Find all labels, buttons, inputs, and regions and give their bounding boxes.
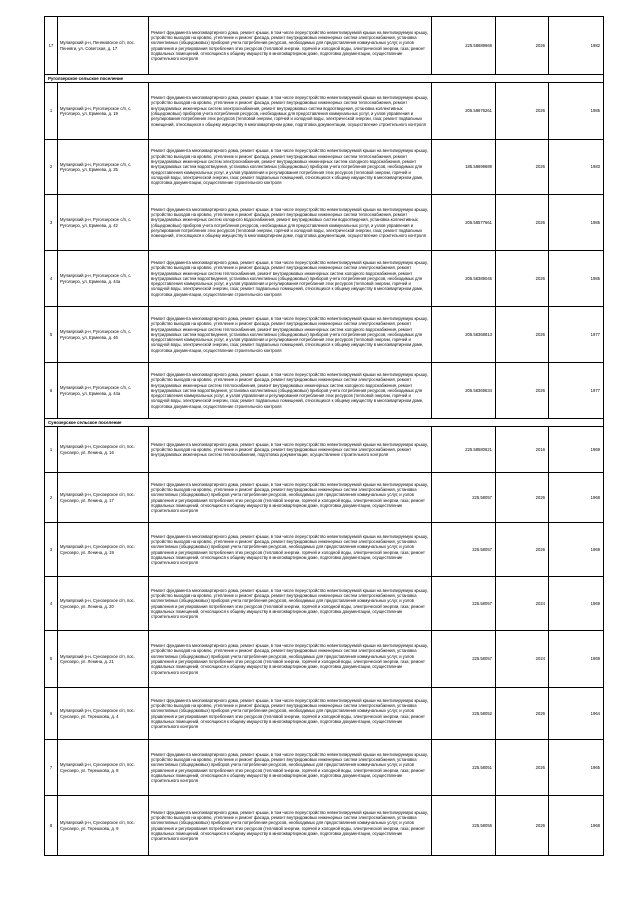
registry-number-cell: 225.58057: [432, 577, 496, 631]
repair-year-cell: 2026: [496, 523, 549, 577]
row-number-cell: 4: [45, 251, 58, 307]
repair-year-cell: 2026: [496, 251, 549, 307]
repair-year-cell: 2026: [496, 140, 549, 195]
row-number-cell: 1: [45, 427, 58, 473]
table-body: [45, 17, 604, 856]
address-cell: Мулаярский р-н, Руголзерское с/п, с. Руголзеро, ул. Ермеева, д. 46: [58, 307, 149, 363]
registry-number-cell: 205.58369634: [432, 363, 496, 419]
row-number-cell: 2: [45, 473, 58, 523]
registry-number-cell: 205.58676261: [432, 83, 496, 140]
build-year-cell: 1969: [549, 577, 604, 631]
registry-number-cell: 225.58051: [432, 740, 496, 796]
row-number-cell: 3: [45, 195, 58, 251]
build-year-cell: 1968: [549, 796, 604, 856]
row-number-cell: 1: [45, 83, 58, 140]
works-description-cell: Ремонт фундамента многоквартирного дома, ремонт крыши, в том числе переустройство невентилируемой крыши на вентилируемую крышу, устройство выходов на кровлю, утепление и ремонт фасада, ремонт внутридомовых инженерных систем электроснабжения, установка коллективных (общедомовых) приборов учета потребления ресурсов, необходимых для предоставления коммунальных услуг, и узлов управления и регулирования потребления этих ресурсов (тепловой энергии, горячей и холодной воды, электрической энергии, газа; ремонт подвальных помещений, относящихся к общему имуществу в многоквартирном доме, подготовка документации, осуществление строительного контроля: [149, 796, 432, 856]
works-description-cell: Ремонт фундамента многоквартирного дома, ремонт крыши, в том числе переустройство невентилируемой крыши на вентилируемую крышу, устройство выходов на кровлю, утепление и ремонт фасада, ремонт внутридомовых инженерных систем электроснабжения, ремонт внутридомовых инженерных систем теплоснабжения, ремонт внутридомовых инженерных систем холодного водоснабжения, ремонт внутридомовых систем водоотведения, установка коллективных (общедомовых) приборов учета потребления ресурсов, необходимых для предоставления коммунальных услуг, и узлов управления и регулирования потребления этих ресурсов (тепловой энергии, горячей и холодной воды, электрической энергии, газа; ремонт подвальных помещений, относящихся к общему имуществу в многоквартирном доме, подготовка документации, осуществление строительного контроля: [149, 251, 432, 307]
capital-repair-table: [44, 16, 604, 856]
works-description-cell: Ремонт фундамента многоквартирного дома, ремонт крыши, в том числе переустройство невентилируемой крыши на вентилируемую крышу, устройство выходов на кровлю, утепление и ремонт фасада, ремонт внутридомовых инженерных систем электроснабжения, ремонт внутридомовых инженерных систем теплоснабжения, ремонт внутридомовых инженерных систем холодного водоснабжения, ремонт внутридомовых систем водоотведения, установка коллективных (общедомовых) приборов учета потребления ресурсов, необходимых для предоставления коммунальных услуг, и узлов управления и регулирования потребления этих ресурсов (тепловой энергии, горячей и холодной воды, электрической энергии, газа; ремонт подвальных помещений, относящихся к общему имуществу в многоквартирном доме, подготовка документации, осуществление строительного контроля: [149, 307, 432, 363]
repair-year-cell: 2026: [496, 307, 549, 363]
table-row: [45, 195, 604, 251]
address-cell: Мулаярский р-н, Сунозерское с/п, пос. Сунозеро, ул. Ленина, д. 20: [58, 577, 149, 631]
address-cell: Мулаярский р-н, Сунозерское с/п, пос. Сунозеро, ул. Ленина, д. 16: [58, 427, 149, 473]
registry-number-cell: 205.58577661: [432, 195, 496, 251]
build-year-cell: 1969: [549, 631, 604, 688]
repair-year-cell: 2026: [496, 195, 549, 251]
row-number-cell: 6: [45, 363, 58, 419]
row-number-cell: 5: [45, 631, 58, 688]
registry-number-cell: 225.58057: [432, 473, 496, 523]
registry-number-cell: 225.58057: [432, 523, 496, 577]
build-year-cell: 1965: [549, 740, 604, 796]
table-row: [45, 307, 604, 363]
table-row: [45, 427, 604, 473]
repair-year-cell: 2024: [496, 577, 549, 631]
works-description-cell: Ремонт фундамента многоквартирного дома, ремонт крыши, в том числе переустройство невентилируемой крыши на вентилируемую крышу, устройство выходов на кровлю, утепление и ремонт фасада, ремонт внутридомовых инженерных систем электроснабжения, установка коллективных (общедомовых) приборов учета потребления ресурсов, необходимых для предоставления коммунальных услуг, и узлов управления и регулирования потребления этих ресурсов (тепловой энергии, горячей и холодной воды, электрической энергии, газа; ремонт подвальных помещений, относящихся к общему имуществу в многоквартирном доме, подготовка документации, осуществление строительного контроля: [149, 688, 432, 740]
row-number-cell: 4: [45, 577, 58, 631]
repair-year-cell: 2026: [496, 796, 549, 856]
build-year-cell: 1985: [549, 83, 604, 140]
build-year-cell: 1985: [549, 195, 604, 251]
section-title: Руголзерское сельское поселение: [45, 75, 604, 83]
section-title: Сунозерское сельское поселение: [45, 419, 604, 427]
repair-year-cell: 2026: [496, 473, 549, 523]
address-cell: Мулаярский р-н, Руголзерское с/п, с. Руголзеро, ул. Ермеева, д. 19: [58, 83, 149, 140]
address-cell: Мулаярский р-н, Сунозерское с/п, пос. Сунозеро, ул. Терешкова, д. 4: [58, 688, 149, 740]
address-cell: Мулаярский р-н, Сунозерское с/п, пос. Сунозеро, ул. Ленина, д. 17: [58, 473, 149, 523]
row-number-cell: 5: [45, 307, 58, 363]
address-cell: Мулаярский р-н, Сунозерское с/п, пос. Сунозеро, ул. Ленина, д. 19: [58, 523, 149, 577]
table-row: [45, 17, 604, 75]
build-year-cell: 1983: [549, 140, 604, 195]
row-number-cell: 3: [45, 523, 58, 577]
build-year-cell: 1968: [549, 473, 604, 523]
table-row: [45, 796, 604, 856]
registry-number-cell: 185.58699689: [432, 140, 496, 195]
works-description-cell: Ремонт фундамента многоквартирного дома, ремонт крыши, в том числе переустройство невентилируемой крыши на вентилируемую крышу, устройство выходов на кровлю, утепление и ремонт фасада, ремонт внутридомовых инженерных систем электроснабжения, установка коллективных (общедомовых) приборов учета потребления ресурсов, необходимых для предоставления коммунальных услуг, и узлов управления и регулирования потребления этих ресурсов (тепловой энергии, горячей и холодной воды, электрической энергии, газа; ремонт подвальных помещений, относящихся к общему имуществу в многоквартирном доме, подготовка документации, осуществление строительного контроля: [149, 740, 432, 796]
address-cell: Мулаярский р-н, Руголзерское с/п, с. Руголзеро, ул. Ермеева, д. 25: [58, 140, 149, 195]
address-cell: Мулаярский р-н, Руголзерское с/п, с. Руголзеро, ул. Ермеева, д. 44а: [58, 251, 149, 307]
works-description-cell: Ремонт фундамента многоквартирного дома, ремонт крыши, в том числе переустройство невентилируемой крыши на вентилируемую крышу, устройство выходов на кровлю, утепление и ремонт фасада, ремонт внутридомовых инженерных систем электроснабжения, установка коллективных (общедомовых) приборов учета потребления ресурсов, необходимых для предоставления коммунальных услуг, и узлов управления и регулирования потребления этих ресурсов (тепловой энергии, горячей и холодной воды, электрической энергии, газа; ремонт подвальных помещений, относящихся к общему имуществу в многоквартирном доме, подготовка документации, осуществление строительного контроля: [149, 523, 432, 577]
registry-number-cell: 225.58689668: [432, 17, 496, 75]
works-description-cell: Ремонт фундамента многоквартирного дома, ремонт крыши, в том числе переустройство невентилируемой крыши на вентилируемую крышу, устройство выходов на кровлю, утепление и ремонт фасада, ремонт внутридомовых инженерных систем электроснабжения, установка коллективных (общедомовых) приборов учета потребления ресурсов, необходимых для предоставления коммунальных услуг, и узлов управления и регулирования потребления этих ресурсов (тепловой энергии, горячей и холодной воды, электрической энергии, газа; ремонт подвальных помещений, относящихся к общему имуществу в многоквартирном доме, подготовка документации, осуществление строительного контроля: [149, 17, 432, 75]
build-year-cell: 1969: [549, 427, 604, 473]
works-description-cell: Ремонт фундамента многоквартирного дома, ремонт крыши, в том числе переустройство невентилируемой крыши на вентилируемую крышу, устройство выходов на кровлю, утепление и ремонт фасада, ремонт внутридомовых инженерных систем теплоснабжения, ремонт внутридомовых инженерных систем холодного водоснабжения, ремонт внутридомовых систем водоотведения, установка коллективных (общедомовых) приборов учета потребления ресурсов, необходимых для предоставления коммунальных услуг, и узлов управления и регулирования потребления этих ресурсов (тепловой энергии, горячей и холодной воды, электрической энергии, газа; ремонт подвальных помещений, относящихся к общему имуществу в многоквартирном доме, подготовка документации, осуществление строительного контроля: [149, 195, 432, 251]
table-row: [45, 83, 604, 140]
works-description-cell: Ремонт фундамента многоквартирного дома, ремонт крыши, в том числе переустройство невентилируемой крыши на вентилируемую крышу, устройство выходов на кровлю, утепление и ремонт фасада, ремонт внутридомовых инженерных систем электроснабжения, ремонт внутридомовых инженерных систем теплоснабжения, ремонт внутридомовых инженерных систем холодного водоснабжения, ремонт внутридомовых систем водоотведения, установка коллективных (общедомовых) приборов учета потребления ресурсов, необходимых для предоставления коммунальных услуг, и узлов управления и регулирования потребления этих ресурсов (тепловой энергии, горячей и холодной воды, электрической энергии, газа; ремонт подвальных помещений, относящихся к общему имуществу в многоквартирном доме, подготовка документации, осуществление строительного контроля: [149, 363, 432, 419]
repair-year-cell: 2026: [496, 363, 549, 419]
table-row: [45, 473, 604, 523]
build-year-cell: 1977: [549, 363, 604, 419]
registry-number-cell: 205.58368813: [432, 307, 496, 363]
build-year-cell: 1982: [549, 17, 604, 75]
address-cell: Мулаярский р-н, Сунозерское с/п, пос. Сунозеро, ул. Ленина, д. 21: [58, 631, 149, 688]
row-number-cell: 7: [45, 740, 58, 796]
table-row: [45, 631, 604, 688]
registry-number-cell: 225.58057: [432, 631, 496, 688]
registry-number-cell: 225.58055: [432, 796, 496, 856]
repair-year-cell: 2026: [496, 740, 549, 796]
registry-number-cell: 225.58580621: [432, 427, 496, 473]
works-description-cell: Ремонт фундамента многоквартирного дома, ремонт крыши, в том числе переустройство невентилируемой крыши на вентилируемую крышу, устройство выходов на кровлю, утепление и ремонт фасада, ремонт внутридомовых инженерных систем теплоснабжения, ремонт внутридомовых инженерных систем электроснабжения, ремонт внутридомовых систем водоотведения, установка коллективных (общедомовых) приборов учета потребления ресурсов, необходимых для предоставления коммунальных услуг, и узлов управления и регулирования потребления этих ресурсов (тепловой энергии, горячей и холодной воды, электрической энергии, газа; ремонт подвальных помещений, относящихся к общему имуществу в многоквартирном доме, подготовка документации, осуществление строительного контроля: [149, 83, 432, 140]
build-year-cell: 1964: [549, 688, 604, 740]
table-row: [45, 577, 604, 631]
table-row: [45, 251, 604, 307]
works-description-cell: Ремонт фундамента многоквартирного дома, ремонт крыши, в том числе переустройство невентилируемой крыши на вентилируемую крышу, устройство выходов на кровлю, утепление и ремонт фасада, ремонт внутридомовых инженерных систем электроснабжения, установка коллективных (общедомовых) приборов учета потребления ресурсов, необходимых для предоставления коммунальных услуг, и узлов управления и регулирования потребления этих ресурсов (тепловой энергии, горячей и холодной воды, электрической энергии, газа; ремонт подвальных помещений, относящихся к общему имуществу в многоквартирном доме, подготовка документации, осуществление строительного контроля: [149, 631, 432, 688]
table-row: [45, 740, 604, 796]
works-description-cell: Ремонт фундамента многоквартирного дома, ремонт крыши, в том числе переустройство невентилируемой крыши на вентилируемую крышу, устройство выходов на кровлю, утепление и ремонт фасада, ремонт внутридомовых инженерных систем электроснабжения, установка коллективных (общедомовых) приборов учета потребления ресурсов, необходимых для предоставления коммунальных услуг, и узлов управления и регулирования потребления этих ресурсов (тепловой энергии, горячей и холодной воды, электрической энергии, газа; ремонт подвальных помещений, относящихся к общему имуществу в многоквартирном доме, подготовка документации, осуществление строительного контроля: [149, 473, 432, 523]
address-cell: Мулаярский р-н, Сунозерское с/п, пос. Сунозеро, ул. Терешкова, д. 8: [58, 740, 149, 796]
repair-year-cell: 2024: [496, 631, 549, 688]
registry-number-cell: 205.58389045: [432, 251, 496, 307]
row-number-cell: 17: [45, 17, 58, 75]
address-cell: Мулаярский р-н, Руголзерское с/п, с. Руголзеро, ул. Ермеева, д. 44а: [58, 363, 149, 419]
build-year-cell: 1977: [549, 307, 604, 363]
row-number-cell: 6: [45, 688, 58, 740]
table-row: [45, 523, 604, 577]
section-header-row: [45, 419, 604, 427]
document-sheet: [44, 16, 603, 856]
table-row: [45, 140, 604, 195]
address-cell: Мулаярский р-н, Сунозерское с/п, пос. Сунозеро, ул. Терешкова, д. 9: [58, 796, 149, 856]
repair-year-cell: 2026: [496, 83, 549, 140]
repair-year-cell: 2016: [496, 427, 549, 473]
works-description-cell: Ремонт фундамента многоквартирного дома, ремонт крыши, в том числе переустройство невентилируемой крыши на вентилируемую крышу, устройство выходов на кровлю, утепление и ремонт фасада, ремонт внутридомовых инженерных систем электроснабжения, установка коллективных (общедомовых) приборов учета потребления ресурсов, необходимых для предоставления коммунальных услуг, и узлов управления и регулирования потребления этих ресурсов (тепловой энергии, горячей и холодной воды, электрической энергии, газа; ремонт подвальных помещений, относящихся к общему имуществу в многоквартирном доме, подготовка документации, осуществление строительного контроля: [149, 577, 432, 631]
works-description-cell: Ремонт фундамента многоквартирного дома, ремонт крыши, в том числе переустройство невентилируемой крыши на вентилируемую крышу, устройство выходов на кровлю, утепление и ремонт фасада, ремонт внутридомовых инженерных систем теплоснабжения, ремонт внутридомовых инженерных систем электроснабжения, ремонт внутридомовых инженерных систем холодного водоснабжения, ремонт внутридомовых систем водоотведения, установка коллективных (общедомовых) приборов учета потребления ресурсов, необходимых для предоставления коммунальных услуг, и узлов управления и регулирования потребления этих ресурсов (тепловой энергии, горячей и холодной воды, электрической энергии, газа; ремонт подвальных помещений, относящихся к общему имуществу в многоквартирном доме, подготовка документации, осуществление строительного контроля: [149, 140, 432, 195]
repair-year-cell: 2026: [496, 17, 549, 75]
address-cell: Мулаярский р-н, Пеняковское с/п, пос. Пенняги, ул. Советская, д. 17: [58, 17, 149, 75]
build-year-cell: 1985: [549, 251, 604, 307]
row-number-cell: 2: [45, 140, 58, 195]
works-description-cell: Ремонт фундамента многоквартирного дома, ремонт крыши, в том числе переустройство невентилируемой крыши на вентилируемую крышу, устройство выходов на кровлю, утепление и ремонт фасада, ремонт внутридомовых инженерных систем электроснабжения, ремонт внутридомовых инженерных систем теплоснабжения, подготовка документации, осуществление строительного контроля: [149, 427, 432, 473]
build-year-cell: 1969: [549, 523, 604, 577]
section-header-row: [45, 75, 604, 83]
table-row: [45, 363, 604, 419]
address-cell: Мулаярский р-н, Руголзерское с/п, с. Руголзеро, ул. Ермеева, д. 42: [58, 195, 149, 251]
row-number-cell: 8: [45, 796, 58, 856]
registry-number-cell: 225.58052: [432, 688, 496, 740]
table-row: [45, 688, 604, 740]
repair-year-cell: 2026: [496, 688, 549, 740]
